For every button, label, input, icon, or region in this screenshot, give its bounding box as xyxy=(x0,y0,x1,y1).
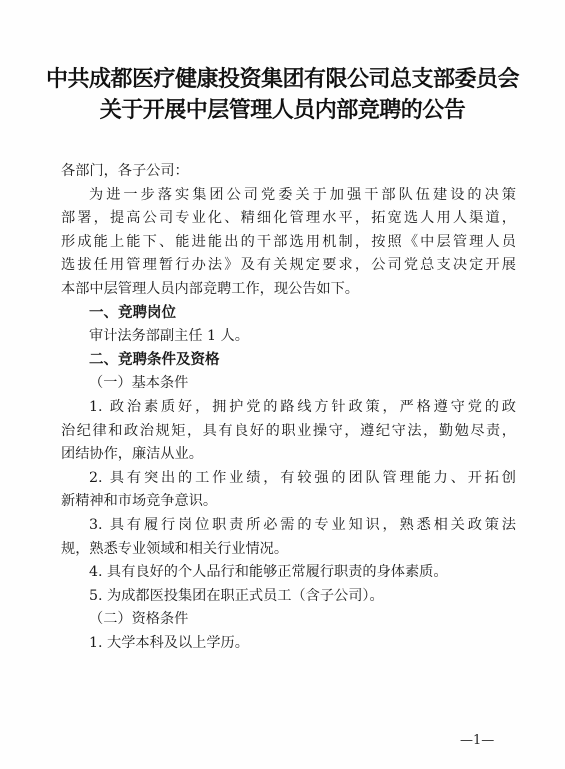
item-1-line-1: 1. 政治素质好，拥护党的路线方针政策，严格遵守党的政 xyxy=(89,398,516,415)
subsection-qualifications: （二）资格条件 xyxy=(89,611,189,628)
section-1-heading: 一、竞聘岗位 xyxy=(89,304,176,321)
item-2-line-2: 新精神和市场竞争意识。 xyxy=(61,493,218,510)
qualification-1: 1. 大学本科及以上学历。 xyxy=(89,634,249,651)
item-1-line-2: 治纪律和政治规矩，具有良好的职业操守，遵纪守法，勤勉尽责， xyxy=(61,422,516,439)
item-2-line-1: 2. 具有突出的工作业绩，有较强的团队管理能力、开拓创 xyxy=(89,469,516,486)
item-3-line-2: 规，熟悉专业领域和相关行业情况。 xyxy=(61,540,289,557)
intro-line-5: 本部中层管理人员内部竞聘工作，现公告如下。 xyxy=(61,280,359,297)
intro-line-3: 形成能上能下、能进能出的干部选用机制，按照《中层管理人员 xyxy=(61,233,516,250)
item-5: 5. 为成都医投集团在职正式员工（含子公司）。 xyxy=(89,587,384,604)
intro-line-1: 为进一步落实集团公司党委关于加强干部队伍建设的决策 xyxy=(89,186,516,203)
document-title-line-1: 中共成都医疗健康投资集团有限公司总支部委员会 xyxy=(45,66,519,92)
salutation: 各部门，各子公司： xyxy=(61,163,189,179)
section-2-heading: 二、竞聘条件及资格 xyxy=(89,351,220,368)
item-3-line-1: 3. 具有履行岗位职责所必需的专业知识，熟悉相关政策法 xyxy=(89,516,516,533)
document-body xyxy=(61,160,516,655)
section-1-text: 审计法务部副主任 1 人。 xyxy=(89,328,249,345)
document-title-line-2: 关于开展中层管理人员内部竞聘的公告 xyxy=(99,97,466,123)
item-1-line-3: 团结协作，廉洁从业。 xyxy=(61,446,203,463)
subsection-basic-conditions: （一）基本条件 xyxy=(89,375,189,392)
page-number: —1— xyxy=(460,733,495,748)
item-4: 4. 具有良好的个人品行和能够正常履行职责的身体素质。 xyxy=(89,564,448,581)
intro-line-2: 部署，提高公司专业化、精细化管理水平，拓宽选人用人渠道， xyxy=(61,210,516,227)
intro-line-4: 选拔任用管理暂行办法》及有关规定要求，公司党总支决定开展 xyxy=(61,257,516,274)
